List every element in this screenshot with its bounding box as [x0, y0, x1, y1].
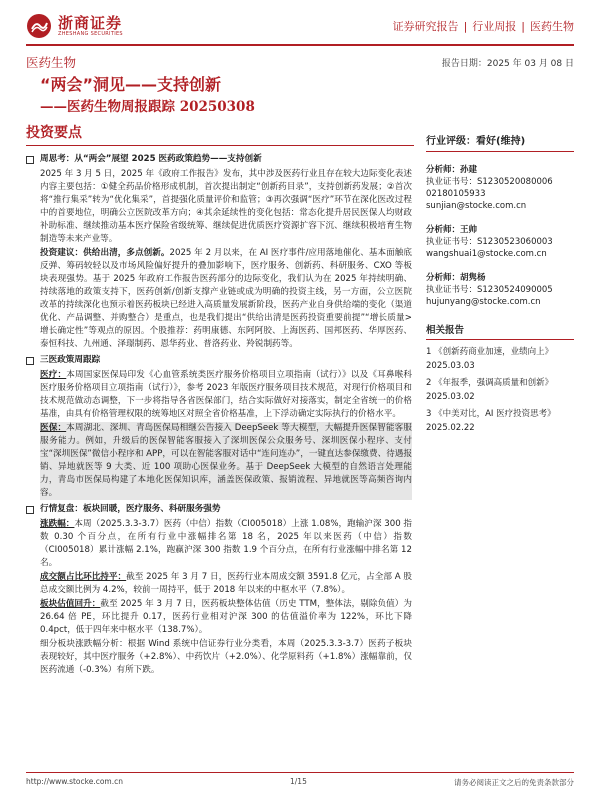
category-research-report: 证券研究报告 [392, 20, 459, 33]
paragraph: 涨跌幅：本周（2025.3.3-3.7）医药（中信）指数（CI005018）上涨 1.08%，跑输沪深 300 指数 0.30 个百分点，在所有行业中涨幅排名第 18 名，2025 年以来医药（中信）指数（CI005018）累计涨幅 2.1%，跑赢沪深 300 指数 1.9 个百分点，在所有行业涨幅中排名第 12 名。 [40, 519, 412, 568]
logo-english-name: ZHESHANG SECURITIES [58, 30, 123, 37]
related-report-item[interactable]: 3 《中美对比，AI 医疗投资思考》 2025.02.22 [426, 409, 556, 433]
analyst-email[interactable]: wangshuai1@stocke.com.cn [426, 249, 547, 259]
paragraph: 细分板块涨跌幅分析：根据 Wind 系统中信证券行业分类看，本周（2025.3.3-3.7）医药子板块表现较好，其中医疗服务（+2.8%）、中药饮片（+2.0%）、化学原料药（+1.8%）涨幅靠前，仅医药流通（-0.3%）有所下跌。 [40, 639, 412, 675]
main-content [40, 150, 412, 678]
related-reports [426, 322, 574, 435]
paragraph: 成交额占比环比持平：截至 2025 年 3 月 7 日，医药行业本周成交额 3591.8 亿元，占全部 A 股总成交额比例为 4.2%，较前一周持平，低于 2018 年以来的中枢水平（7.8%）。 [40, 572, 412, 595]
paragraph: 医疗：本周国家医保局印发《心血管系统类医疗服务价格项目立项指南（试行）》以及《耳鼻喉科医疗服务价格项目立项指南（试行）》，参考 2023 年版医疗服务项目技术规范，对现行价格项目和技术规范做动态调整，下一步将指导各省医保部门，结合实际做好对接落实，制定全省统一的价格基准，由具有价格管理权限的统筹地区对照全省价格基准，上下浮动确定实际执行的价格水平。 [40, 370, 412, 419]
category-weekly: 行业周报 [472, 20, 517, 33]
paragraph: 投资建议：供给出清，多点创新。2025 年 2 月以来，在 AI 医疗事件/应用落地催化、基本面触底反弹、筹码较轻以及市场风险偏好提升的叠加影响下，医疗服务、创新药、科研服务、CXO 等板块表现强势。基于 2025 年政府工作报告医药部分的边际变化，我们认为在 2025 年持续明确、持续落地的政策支持下，医药创新/创新支撑产业链或成为明确的投资主线，另一方面，公立医院改革的持续深化也预示着医药板块已经进入高质量发展新阶段，医药产业自身供给端的变化（渠道优化、产品调整、并购整合）是重点，也是我们提出“供给出清是医药投资重要前提”“增长质量>增长确定性”等观点的原因。个股推荐：药明康德、东阿阿胶、上海医药、国邦医药、华厚医药、泰恒科技、九州通、泽璟制药、恩华药业、普洛药业、羚锐制药等。 [40, 248, 412, 349]
header-divider [26, 44, 574, 46]
paragraph: 板块估值回升：截至 2025 年 3 月 7 日，医药板块整体估值（历史 TTM，整体法，剔除负值）为 26.64 倍 PE，环比提升 0.17，医药行业相对沪深 300 的估值溢价率为 122%，环比下降 0.4pct，低于四年来中枢水平（138.7%）。 [40, 599, 412, 635]
footer-disclaimer: 请务必阅读正文之后的免责条款部分 [454, 778, 574, 787]
analyst-block [426, 164, 574, 212]
section-weekly-thinking-heading: 周思考：从“两会”展望 2025 医药政策趋势——支持创新 [40, 153, 412, 166]
footer-divider [26, 772, 574, 773]
analyst-block [426, 224, 574, 260]
section-policy-heading: 三医政策周跟踪 [40, 354, 412, 367]
report-subtitle: ——医药生物周报跟踪 20250308 [40, 99, 255, 115]
analyst-email[interactable]: hujunyang@stocke.com.cn [426, 297, 541, 307]
analyst-phone: 02180105933 [426, 189, 486, 199]
analyst-name: 分析师：胡隽杨 [426, 273, 486, 283]
analyst-cert: 执业证书号：S1230523060003 [426, 237, 553, 247]
industry-rating: 行业评级：看好(维持) [426, 132, 574, 152]
square-bullet-icon [26, 357, 34, 365]
logo-chinese-name: 浙商证券 [58, 13, 123, 32]
analyst-name: 分析师：孙建 [426, 165, 478, 175]
square-bullet-icon [26, 506, 34, 514]
investment-highlights-title: 投资要点 [26, 125, 82, 141]
paragraph-shaded: 医保：本周湖北、深圳、青岛医保局相继公告接入 DeepSeek 等大模型，大幅提升医保智能客服服务能力。例如，升级后的医保智能客服接入了深圳医保公众服务号、深圳医保小程序、支付宝“深圳医保”微信小程序和 APP，可以在智能客服对话中“连问连办”，一键直达参保缴费、待遇报销、异地就医等 9 大类、近 100 项助心医保业务。基于 DeepSeek 大模型的自然语言处理能力，青岛市医保局构建了本地化医保知识库，涵盖医保政策、报销流程、异地就医等高频咨询内容。 [40, 423, 412, 498]
footer-website-link[interactable]: http://www.stocke.com.cn [26, 777, 123, 786]
square-bullet-icon [26, 156, 34, 164]
report-title: “两会”洞见——支持创新 [40, 75, 222, 94]
company-logo [26, 12, 123, 40]
section-market-heading: 行情复盘：板块回暖，医疗服务、科研服务强势 [40, 503, 412, 516]
analyst-block [426, 272, 574, 308]
paragraph: 2025 年 3 月 5 日，2025 年《政府工作报告》发布，其中涉及医药行业且存在较大边际变化表述内容主要包括：①健全药品价格形成机制，首次提出制定“创新药目录”，支持创新药发展；②首次将“推行集采”转为“优化集采”，首提强化质量评价和监管；③再次强调“医疗”环节在深化医改过程中的首要地位，明确公立医院改革方向；④其余延续性的变化包括：常态化提升居民医保人均财政补助标准、继续推动基本医疗保险省级统筹、继续促进优质医疗资源扩容下沉、继续积极培育生物制造等未来产业等。 [40, 169, 412, 244]
category-pharma: 医药生物 [530, 20, 574, 33]
zheshang-logo-icon [26, 13, 52, 39]
footer-page-number: 1/15 [290, 777, 307, 786]
analyst-name: 分析师：王帅 [426, 225, 478, 235]
related-report-item[interactable]: 2 《年报季，强调高质量和创新》 2025.03.02 [426, 378, 554, 402]
report-date: 报告日期：2025 年 03 月 08 日 [441, 59, 574, 69]
page-header [26, 10, 574, 40]
report-category-links: 证券研究报告 | 行业周报 | 医药生物 [392, 20, 574, 33]
related-report-item[interactable]: 1 《创新药商业加速，业绩向上》 2025.03.03 [426, 347, 554, 371]
related-reports-title: 相关报告 [426, 322, 574, 340]
analyst-cert: 执业证书号：S1230520080006 [426, 177, 553, 187]
sidebar [426, 132, 574, 438]
analyst-email[interactable]: sunjian@stocke.com.cn [426, 201, 527, 211]
analyst-cert: 执业证书号：S1230524090005 [426, 285, 553, 295]
investment-highlights-header [26, 122, 414, 146]
sector-label: 医药生物 [26, 55, 77, 70]
